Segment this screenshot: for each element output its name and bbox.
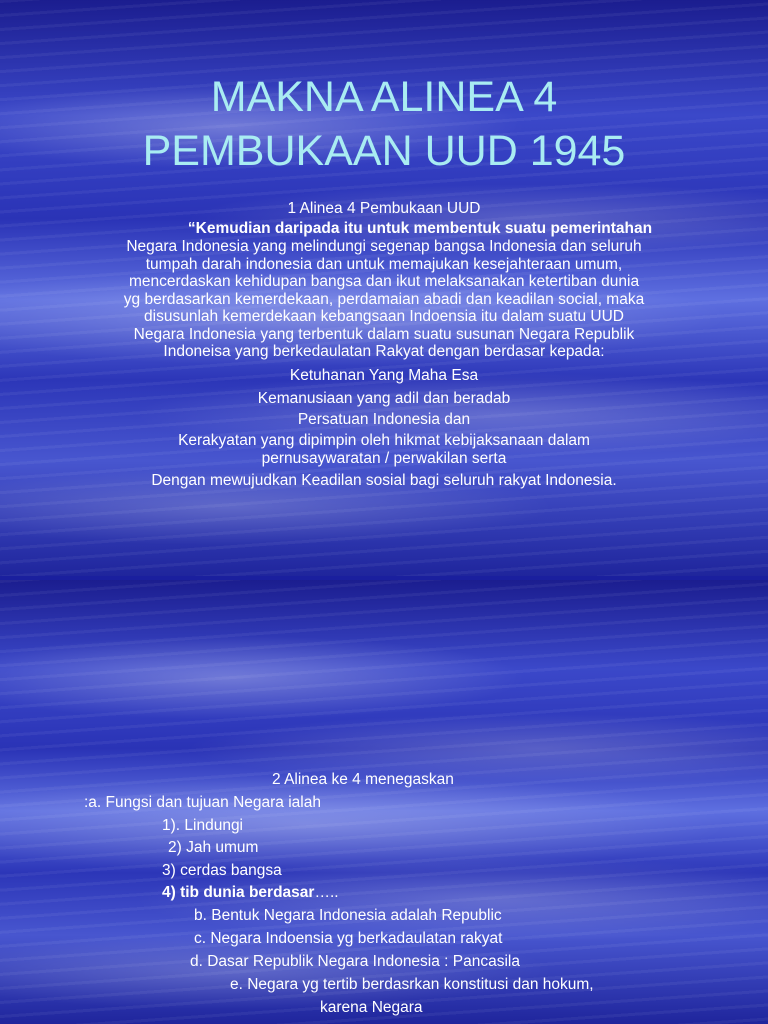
- sub-item-4: [162, 881, 339, 904]
- point-b: b. Bentuk Negara Indonesia adalah Republic: [194, 907, 502, 924]
- paragraph-line: mencerdaskan kehidupan bangsa dan ikut melaksanakan ketertiban dunia: [128, 273, 640, 290]
- slide-title: [0, 70, 768, 178]
- paragraph-line: Negara Indonesia yang terbentuk dalam suatu susunan Negara Republik: [133, 325, 635, 343]
- principle-item: Persatuan Indonesia dan: [297, 410, 471, 428]
- section-heading: 2 Alinea ke 4 menegaskan: [272, 771, 454, 788]
- point-c: c. Negara Indoensia yg berkadaulatan rakyat: [194, 930, 503, 947]
- sub-item: 2) Jah umum: [168, 839, 259, 856]
- sub-item-4-ellipsis: …..: [314, 884, 339, 901]
- slide-1-body: [30, 200, 738, 490]
- principle-item: Dengan mewujudkan Keadilan sosial bagi seluruh rakyat Indonesia.: [151, 472, 617, 489]
- title-line-2: PEMBUKAAN UUD 1945: [142, 127, 626, 175]
- paragraph-line: Indoneisa yang berkedaulatan Rakyat dengan berdasar kepada:: [163, 343, 605, 360]
- sub-item-4-bold: 4) tib dunia berdasar: [162, 884, 315, 901]
- paragraph-line: Negara Indonesia yang melindungi segenap bangsa Indonesia dan seluruh: [126, 238, 642, 255]
- point-a: :a. Fungsi dan tujuan Negara ialah: [84, 794, 321, 811]
- title-line-1: MAKNA ALINEA 4: [210, 73, 558, 121]
- principle-item: pernusaywaratan / perwakilan serta: [261, 449, 507, 467]
- slide-2: [0, 580, 768, 1024]
- point-d: d. Dasar Republik Negara Indonesia : Pancasila: [190, 953, 520, 970]
- quote-start: “Kemudian daripada itu untuk membentuk suatu pemerintahan: [187, 219, 653, 237]
- paragraph-line: disusunlah kemerdekaan kebangsaan Indoensia itu dalam suatu UUD: [144, 308, 624, 325]
- section-heading: 1 Alinea 4 Pembukaan UUD: [287, 200, 481, 217]
- paragraph-line: tumpah darah indonesia dan untuk memajukan kesejahteraan umum,: [145, 255, 623, 273]
- point-e: e. Negara yg tertib berdasrkan konstitusi dan hokum,: [230, 976, 594, 993]
- sub-item: 3) cerdas bangsa: [162, 862, 282, 879]
- sub-item: 1). Lindungi: [162, 817, 244, 834]
- principle-item: Kerakyatan yang dipimpin oleh hikmat kebijaksanaan dalam: [178, 432, 590, 449]
- point-e-continued: karena Negara: [320, 999, 423, 1016]
- paragraph-line: yg berdasarkan kemerdekaan, perdamaian abadi dan keadilan social, maka: [123, 290, 645, 308]
- principle-item: Ketuhanan Yang Maha Esa: [289, 366, 479, 384]
- principle-item: Kemanusiaan yang adil dan beradab: [257, 390, 511, 407]
